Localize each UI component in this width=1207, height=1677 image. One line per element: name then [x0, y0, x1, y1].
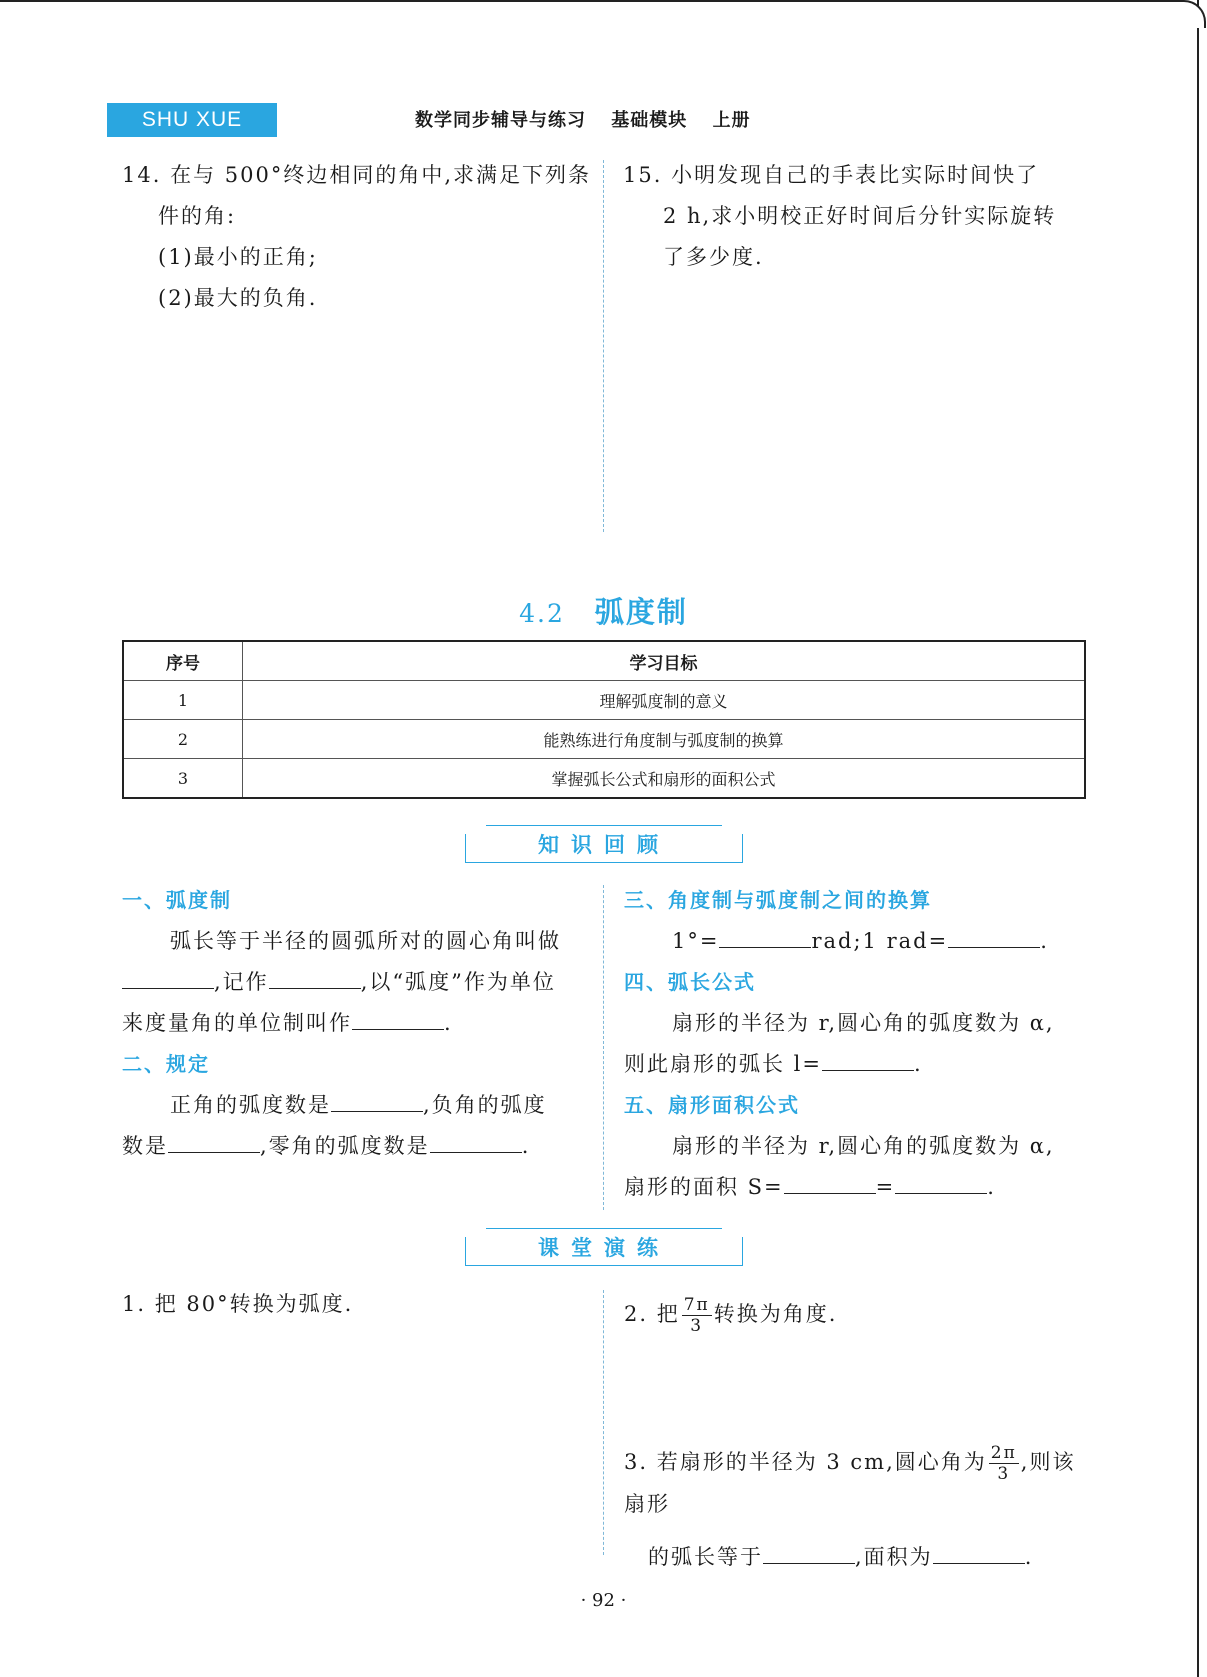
review-section-title: [465, 825, 743, 863]
row-index: 2: [123, 720, 243, 759]
blank[interactable]: [784, 1171, 876, 1194]
blank[interactable]: [352, 1007, 444, 1030]
text: rad;1 rad=: [811, 929, 949, 953]
col-header-goal: 学习目标: [243, 641, 1086, 681]
q14-line2: 件的角:: [158, 204, 237, 228]
blank[interactable]: [933, 1541, 1025, 1564]
book-title: 数学同步辅导与练习: [415, 110, 586, 131]
text: 2. 把: [624, 1302, 680, 1326]
table-row: [123, 720, 1085, 759]
subject-tag: SHU XUE: [107, 103, 277, 137]
text: ,以“弧度”作为单位: [360, 970, 556, 994]
text: =: [875, 1175, 896, 1199]
review-p5-line1: 扇形的半径为 r,圆心角的弧度数为 α,: [672, 1134, 1055, 1158]
text: ,面积为: [855, 1545, 933, 1569]
volume-label: 上册: [712, 110, 751, 131]
practice-section-title: [465, 1228, 743, 1266]
q15-line2: 2 h,求小明校正好时间后分针实际旋转: [663, 204, 1057, 228]
col-header-index: 序号: [123, 641, 243, 681]
blank[interactable]: [948, 925, 1040, 948]
table-header-row: [123, 641, 1085, 681]
question-15: [623, 155, 1093, 278]
review-title-text: 知识回顾: [538, 833, 670, 857]
row-goal: 掌握弧长公式和扇形的面积公式: [243, 759, 1086, 799]
section-number: 4.2: [519, 599, 565, 628]
q3-line1: [624, 1442, 1094, 1525]
page-corner: [1178, 0, 1206, 28]
text: ,零角的弧度数是: [260, 1134, 430, 1158]
blank[interactable]: [719, 925, 811, 948]
review-p2-line1: [122, 1085, 592, 1126]
blank[interactable]: [168, 1130, 260, 1153]
q15-line3: 了多少度.: [663, 245, 764, 269]
practice-title-text: 课堂演练: [538, 1236, 670, 1260]
denominator: 3: [690, 1316, 704, 1336]
blank[interactable]: [895, 1171, 987, 1194]
blank[interactable]: [763, 1541, 855, 1564]
text: ,则该扇形: [624, 1450, 1076, 1516]
q3-line2: 的弧长等于 ,面积为 .: [624, 1537, 1094, 1578]
row-index: 1: [123, 681, 243, 720]
header-title: [415, 106, 769, 132]
text: 数是: [122, 1134, 168, 1158]
text: 3. 若扇形的半径为 3 cm,圆心角为: [624, 1450, 987, 1474]
text: ,记作: [214, 970, 269, 994]
q15-line1: 15. 小明发现自己的手表比实际时间快了: [623, 163, 1040, 187]
text: 1°=: [672, 929, 720, 953]
heading-rules: 二、规定: [122, 1052, 210, 1076]
blank[interactable]: [331, 1089, 423, 1112]
review-p4-line1: 扇形的半径为 r,圆心角的弧度数为 α,: [672, 1011, 1055, 1035]
review-p4-line2: 则此扇形的弧长 l= .: [624, 1044, 1094, 1085]
page-border-top: [0, 0, 1178, 2]
review-p5-line2: 扇形的面积 S= = .: [624, 1167, 1094, 1208]
page-number: · 92 ·: [580, 1590, 627, 1611]
row-goal: 理解弧度制的意义: [243, 681, 1086, 720]
heading-conversion: 三、角度制与弧度制之间的换算: [624, 888, 932, 912]
fraction-2pi-over-3: [989, 1443, 1019, 1484]
q14-line4: (2)最大的负角.: [158, 286, 318, 310]
table-row: [123, 759, 1085, 799]
review-p1-line1: 弧长等于半径的圆弧所对的圆心角叫做: [170, 929, 561, 953]
numerator: 7π: [683, 1295, 710, 1315]
practice-q2: [624, 1294, 1094, 1336]
blank[interactable]: [822, 1048, 914, 1071]
row-index: 3: [123, 759, 243, 799]
q14-line1: 14. 在与 500°终边相同的角中,求满足下列条: [122, 163, 592, 187]
text: 则此扇形的弧长 l=: [624, 1052, 822, 1076]
page-border-right: [1197, 0, 1199, 1677]
text: ,负角的弧度: [423, 1093, 547, 1117]
text: 来度量角的单位制叫作: [122, 1011, 352, 1035]
heading-sector-area: 五、扇形面积公式: [624, 1093, 800, 1117]
q14-line3: (1)最小的正角;: [158, 245, 318, 269]
review-left-column: [122, 880, 592, 1167]
blank[interactable]: [122, 966, 214, 989]
heading-arc-length: 四、弧长公式: [624, 970, 756, 994]
column-divider-review: [603, 885, 604, 1210]
question-14: [122, 155, 592, 319]
fraction-7pi-over-3: [682, 1295, 712, 1336]
column-divider-top: [603, 160, 604, 532]
review-p2-line2: 数是 ,零角的弧度数是 .: [122, 1126, 592, 1167]
section-name: 弧度制: [594, 595, 688, 629]
practice-q1: 1. 把 80°转换为弧度.: [122, 1292, 354, 1316]
column-divider-practice: [603, 1290, 604, 1555]
blank[interactable]: [430, 1130, 522, 1153]
section-title: [0, 590, 1207, 631]
denominator: 3: [997, 1464, 1011, 1484]
blank[interactable]: [269, 966, 361, 989]
review-p3: 1°= rad;1 rad= .: [624, 921, 1094, 962]
text: 的弧长等于: [648, 1545, 763, 1569]
learning-goals-table: [122, 640, 1086, 799]
practice-q3: [624, 1442, 1094, 1578]
table-row: [123, 681, 1085, 720]
review-right-column: [624, 880, 1094, 1208]
numerator: 2π: [990, 1443, 1017, 1463]
review-p1-line2: [122, 962, 592, 1003]
row-goal: 能熟练进行角度制与弧度制的换算: [243, 720, 1086, 759]
text: 转换为角度.: [713, 1302, 838, 1326]
module-label: 基础模块: [611, 110, 688, 131]
heading-radian-system: 一、弧度制: [122, 888, 232, 912]
text: 扇形的面积 S=: [624, 1175, 784, 1199]
text: 正角的弧度数是: [170, 1093, 331, 1117]
review-p1-line3: 来度量角的单位制叫作 .: [122, 1003, 592, 1044]
